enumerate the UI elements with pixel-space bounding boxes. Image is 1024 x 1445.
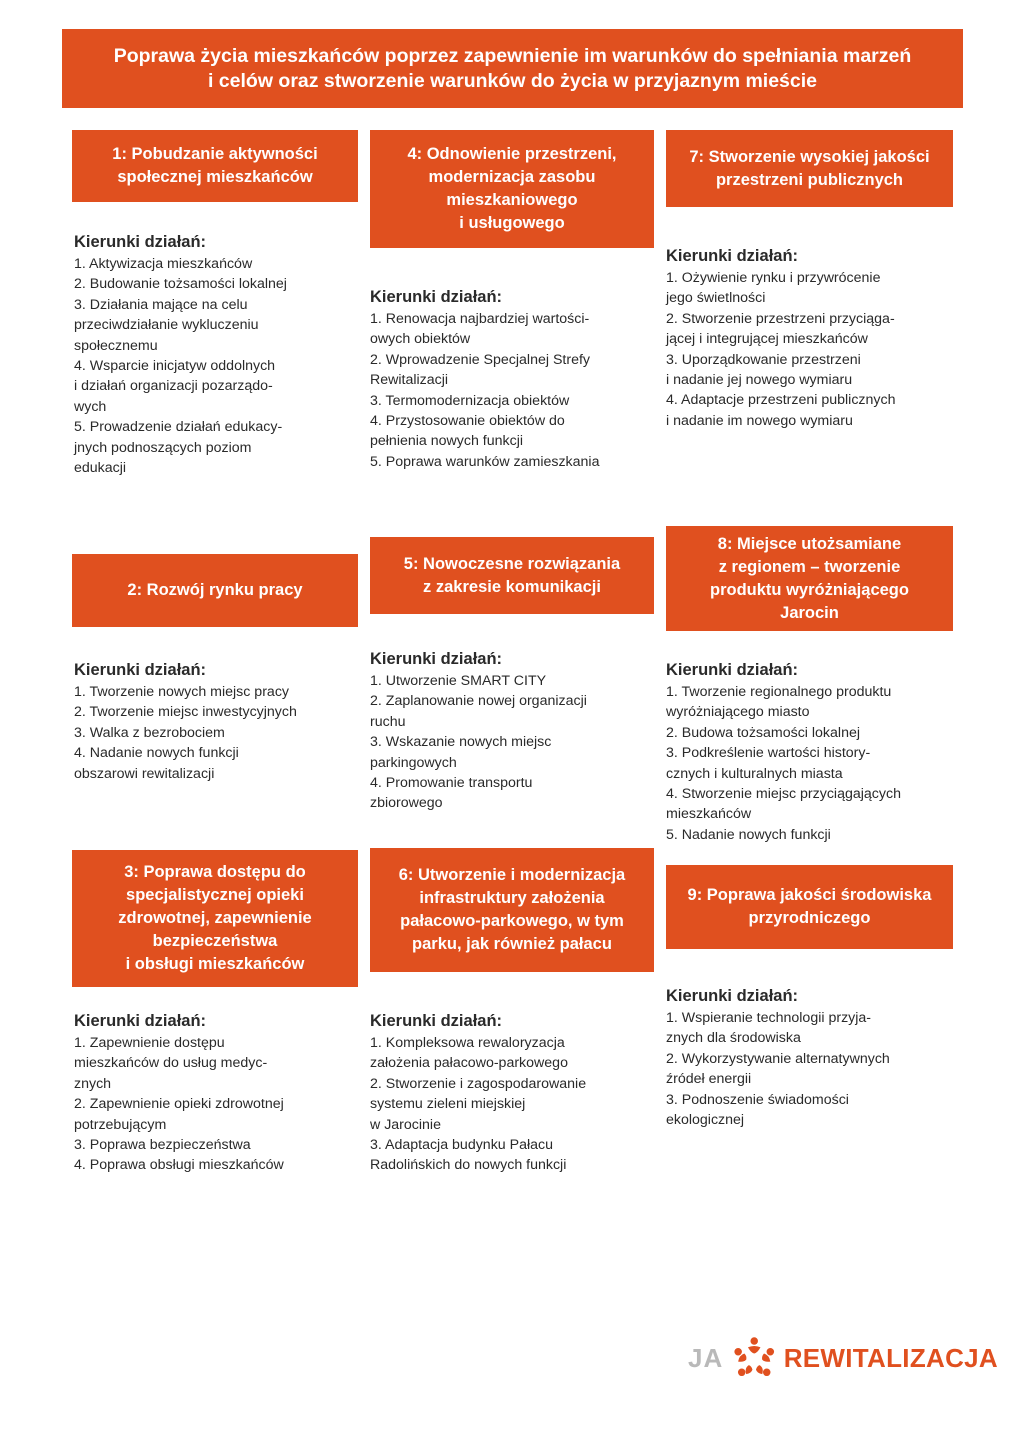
goal-4-title: 4: Odnowienie przestrzeni, modernizacja zasobu mieszkaniowego i usługowego	[407, 145, 617, 232]
goal-1-actions	[74, 232, 364, 478]
banner-line-2: i celów oraz stworzenie warunków do życia w przyjaznym mieście	[207, 69, 818, 92]
list-item: 3. Podnoszenie świadomości ekologicznej	[666, 1091, 849, 1129]
list-item: 5. Nadanie nowych funkcji	[666, 826, 831, 843]
goal-8-title: 8: Miejsce utożsamiane z regionem – tworzenie produktu wyróżniającego Jarocin	[710, 534, 909, 622]
list-item: 2. Budowa tożsamości lokalnej	[666, 724, 860, 741]
goal-6-actions	[370, 1011, 660, 1176]
list-item: 2. Stworzenie i zagospodarowanie systemu zieleni miejskiej w Jarocinie	[370, 1075, 587, 1133]
list-item: 3. Uporządkowanie przestrzeni i nadanie jej nowego wymiaru	[666, 351, 861, 389]
goal-7-actions-heading: Kierunki działań:	[666, 247, 799, 265]
goal-8-actions	[666, 660, 966, 845]
list-item: 2. Tworzenie miejsc inwestycyjnych	[74, 704, 297, 721]
list-item: 3. Termomodernizacja obiektów	[370, 392, 570, 409]
goal-4-actions-heading: Kierunki działań:	[370, 288, 503, 306]
goal-5-actions-heading: Kierunki działań:	[370, 650, 503, 668]
list-item: 1. Wspieranie technologii przyja- znych dla środowiska	[666, 1010, 872, 1047]
goal-8-actions-heading: Kierunki działań:	[666, 661, 799, 679]
goal-9-title: 9: Poprawa jakości środowiska przyrodniczego	[687, 886, 932, 927]
logo-name: REWITALIZACJA	[783, 1342, 998, 1373]
list-item: 1. Utworzenie SMART CITY	[370, 673, 547, 689]
goal-3-actions-heading: Kierunki działań:	[74, 1012, 207, 1030]
goal-9-title-box	[666, 865, 953, 949]
list-item: 4. Stworzenie miejsc przyciągających mieszkańców	[666, 786, 901, 823]
list-item: 1. Renowacja najbardziej wartości- owych obiektów	[370, 311, 590, 348]
goal-6-actions-heading: Kierunki działań:	[370, 1012, 503, 1030]
goal-3-title: 3: Poprawa dostępu do specjalistycznej opieki zdrowotnej, zapewnienie bezpieczeństwa i obsługi mieszkańców	[118, 863, 312, 973]
list-item: 2. Zapewnienie opieki zdrowotnej potrzebującym	[74, 1096, 284, 1133]
goal-2-title: 2: Rozwój rynku pracy	[127, 581, 303, 599]
goal-7-title-box	[666, 130, 953, 207]
logo-prefix: JA	[688, 1342, 724, 1373]
list-item: 5. Poprawa warunków zamieszkania	[370, 453, 600, 470]
list-item: 5. Prowadzenie działań edukacy- jnych podnoszących poziom edukacji	[74, 419, 283, 477]
goal-3-actions	[74, 1011, 364, 1176]
goal-1-actions-heading: Kierunki działań:	[74, 233, 207, 251]
banner-line-1: Poprawa życia mieszkańców poprzez zapewnienie im warunków do spełniania marzeń	[113, 44, 912, 67]
goal-1-title: 1: Pobudzanie aktywności społecznej mieszkańców	[112, 145, 318, 186]
list-item: 1. Tworzenie nowych miejsc pracy	[74, 684, 290, 700]
list-item: 4. Nadanie nowych funkcji obszarowi rewitalizacji	[74, 745, 239, 782]
goal-9-actions	[666, 986, 966, 1130]
list-item: 3. Walka z bezrobociem	[74, 724, 225, 741]
list-item: 2. Wykorzystywanie alternatywnych źródeł energii	[666, 1050, 890, 1088]
list-item: 3. Podkreślenie wartości history- cznych i kulturalnych miasta	[666, 745, 871, 782]
goal-5-title: 5: Nowoczesne rozwiązania z zakresie komunikacji	[403, 554, 621, 596]
list-item: 4. Przystosowanie obiektów do pełnienia nowych funkcji	[370, 413, 565, 450]
list-item: 2. Zaplanowanie nowej organizacji ruchu	[370, 693, 587, 730]
list-item: 4. Poprawa obsługi mieszkańców	[74, 1157, 284, 1174]
goal-7-title: 7: Stworzenie wysokiej jakości przestrzeni publicznych	[689, 147, 930, 189]
goal-7-actions	[666, 246, 966, 431]
list-item: 3. Adaptacja budynku Pałacu Radolińskich do nowych funkcji	[370, 1137, 567, 1174]
goal-6-title-box	[370, 848, 654, 972]
list-item: 4. Promowanie transportu zbiorowego	[370, 775, 533, 812]
list-item: 3. Poprawa bezpieczeństwa	[74, 1137, 251, 1154]
list-item: 1. Tworzenie regionalnego produktu wyróżniającego miasto	[666, 684, 892, 721]
goal-6-title: 6: Utworzenie i modernizacja infrastruktury założenia pałacowo-parkowego, w tym parku, jak również pałacu	[398, 866, 626, 953]
goal-4-title-box	[370, 130, 654, 248]
ja-rewitalizacja-logo	[688, 1330, 998, 1386]
main-goal-banner	[62, 29, 963, 108]
list-item: 3. Wskazanie nowych miejsc parkingowych	[370, 734, 552, 771]
goal-2-title-box	[72, 554, 358, 627]
goal-1-title-box	[72, 130, 358, 202]
list-item: 4. Adaptacje przestrzeni publicznych i nadanie im nowego wymiaru	[666, 392, 896, 429]
list-item: 1. Kompleksowa rewaloryzacja założenia pałacowo-parkowego	[370, 1035, 568, 1072]
list-item: 1. Ożywienie rynku i przywrócenie jego świetlności	[666, 270, 881, 307]
goal-2-actions-heading: Kierunki działań:	[74, 661, 207, 679]
list-item: 1. Aktywizacja mieszkańców	[74, 256, 253, 272]
goal-9-actions-heading: Kierunki działań:	[666, 987, 799, 1005]
list-item: 4. Wsparcie inicjatyw oddolnych i działań organizacji pozarządo- wych	[74, 358, 276, 415]
goal-5-title-box	[370, 537, 654, 614]
list-item: 2. Wprowadzenie Specjalnej Strefy Rewitalizacji	[370, 351, 591, 389]
goal-8-title-box	[666, 526, 953, 631]
goal-3-title-box	[72, 850, 358, 987]
goal-5-actions	[370, 649, 660, 814]
list-item: 2. Stworzenie przestrzeni przyciąga- jącej i integrującej mieszkańców	[666, 310, 895, 348]
goal-2-actions	[74, 660, 364, 784]
list-item: 3. Działania mające na celu przeciwdziałanie wykluczeniu społecznemu	[74, 296, 259, 354]
list-item: 1. Zapewnienie dostępu mieszkańców do usług medyc- znych	[74, 1035, 268, 1092]
people-circle-logo-icon	[731, 1332, 777, 1384]
list-item: 2. Budowanie tożsamości lokalnej	[74, 276, 287, 293]
goal-4-actions	[370, 287, 660, 472]
